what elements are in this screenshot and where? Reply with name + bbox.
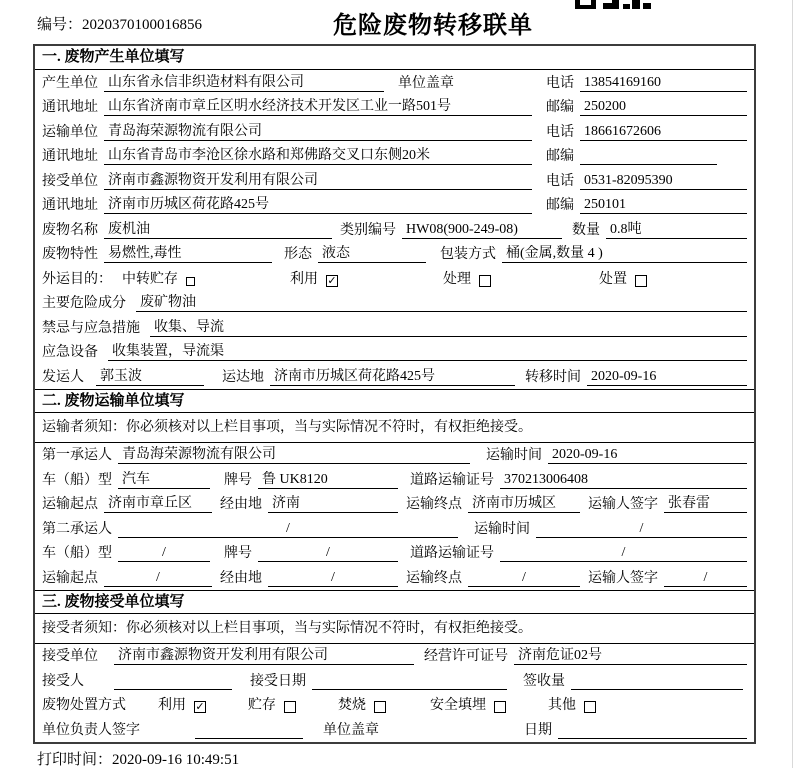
accept-person-row [35,668,754,693]
end2-label: 运输终点 [406,570,462,586]
purpose-option-treat: 处理 [443,271,491,288]
seal-date-label: 日期 [524,722,552,738]
utilize-checkbox: ✓ [327,274,337,287]
waste-category-label: 类别编号 [340,222,396,238]
vehicle1-label: 车（船）型 [42,472,112,488]
waste-traits-label: 废物特性 [42,247,98,262]
manifest-form [33,44,756,744]
print-time-value: 2020-09-16 10:49:51 [112,752,240,768]
permit-label: 经营许可证号 [424,649,508,664]
hazard-label: 主要危险成分 [42,296,126,311]
signoff-row [35,717,754,742]
receiver-row [35,168,754,193]
route2-row [35,565,754,590]
waste-name-value: 废机油 [104,221,332,239]
treat-checkbox [479,275,491,287]
plate2-value: / [258,544,398,562]
transfer-time-value: 2020-09-16 [587,368,747,386]
producer-address-value: 山东省济南市章丘区明水经济技术开发区工业一路501号 [104,98,532,116]
waste-qty-label: 数量 [572,222,600,238]
carrier2-label: 第二承运人 [42,521,112,537]
receiver-phone-label: 电话 [546,173,574,189]
vehicle2-row [35,541,754,566]
transfer-storage-checkbox [186,277,195,286]
section3-heading: 三. 废物接受单位填写 [35,590,754,614]
producer-address-label: 通讯地址 [42,100,98,115]
accept-date-label: 接受日期 [250,673,306,689]
print-time-label: 打印时间： [37,752,113,768]
transport-time2-label: 运输时间 [474,521,530,537]
vehicle2-value: / [118,544,210,562]
seal-date-value [558,721,747,739]
waste-form-value: 液态 [318,245,426,263]
accept-unit-row [35,644,754,669]
destination-value: 济南市历城区荷花路425号 [270,368,515,386]
license1-label: 道路运输证号 [410,472,494,488]
qr-code-fragment [575,0,653,9]
waste-traits-value: 易燃性,毒性 [104,245,272,263]
disposal-row [35,693,754,718]
producer-phone-label: 电话 [546,75,574,91]
carrier1-value: 青岛海荣源物流有限公司 [118,446,470,464]
carrier1-label: 第一承运人 [42,448,112,463]
waste-traits-row [35,242,754,267]
end1-label: 运输终点 [406,497,462,512]
disposal-landfill-checkbox [494,701,506,713]
transporter-phone-value: 18661672606 [580,123,747,141]
document-number-label: 编号： [37,17,83,33]
transporter-address-label: 通讯地址 [42,149,98,164]
disposal-option-incinerate: 焚烧 [338,697,386,714]
vehicle1-row [35,467,754,492]
hazard-row [35,291,754,316]
equipment-value: 收集装置，导流渠 [108,343,747,361]
page-title: 危险废物转移联单 [333,13,533,39]
plate1-label: 牌号 [224,472,252,488]
responsible-sign-label: 单位负责人签字 [42,722,140,738]
waste-qty-value: 0.8吨 [606,221,747,239]
producer-value: 山东省永信非织造材料有限公司 [104,74,384,92]
origin2-label: 运输起点 [42,570,98,586]
receiver-zip-label: 邮编 [546,198,574,213]
carrier1-row [35,443,754,468]
purpose-label: 外运目的： [42,271,112,287]
transporter-row [35,119,754,144]
via1-label: 经由地 [220,497,262,512]
hazard-value: 废矿物油 [136,294,747,312]
receiver-address-row [35,193,754,218]
disposal-option-other: 其他 [548,697,596,714]
producer-phone-value: 13854169160 [580,74,747,92]
shipper-label: 发运人 [42,369,84,385]
destination-label: 运达地 [222,369,264,385]
sign2-value: / [664,569,747,587]
document-number [37,13,202,34]
producer-zip-label: 邮编 [546,100,574,115]
transfer-time-label: 转移时间 [525,369,581,385]
producer-address-row [35,95,754,120]
waste-form-label: 形态 [284,247,312,262]
purpose-option-utilize: 利用 ✓ [290,271,337,287]
plate2-label: 牌号 [224,546,252,561]
emergency-label: 禁忌与应急措施 [42,320,140,336]
accept-unit-value: 济南市鑫源物资开发利用有限公司 [114,647,414,665]
end2-value: / [468,569,580,587]
transporter-zip-value [580,147,717,165]
dispose-checkbox [635,275,647,287]
unit-seal-label-2: 单位盖章 [323,722,379,738]
permit-value: 济南危证02号 [514,647,747,665]
document-number-value: 2020370100016856 [82,17,203,33]
sign2-label: 运输人签字 [588,570,658,586]
purpose-row [35,266,754,291]
shipper-value: 郭玉波 [96,368,204,386]
waste-name-label: 废物名称 [42,222,98,238]
disposal-storage-checkbox [284,701,296,713]
accept-unit-label: 接受单位 [42,649,98,664]
sign1-label: 运输人签字 [588,497,658,512]
waste-category-value: HW08(900-249-08) [402,221,562,239]
accept-person-value [114,672,232,690]
producer-row [35,70,754,95]
sign1-value: 张春雷 [664,495,747,513]
section1-heading: 一. 废物产生单位填写 [35,46,754,70]
receiver-address-value: 济南市历城区荷花路425号 [104,196,532,214]
receiver-value: 济南市鑫源物资开发利用有限公司 [104,172,532,190]
end1-value: 济南市历城区 [468,495,580,513]
disposal-option-utilize: 利用 ✓ [158,698,205,713]
receiver-notice: 接受者须知：你必须核对以上栏目事项，当与实际情况不符时，有权拒绝接受。 [35,614,754,644]
accept-person-label: 接受人 [42,673,84,689]
page-edge-line [792,0,793,768]
via1-value: 济南 [268,495,398,513]
purpose-option-dispose: 处置 [599,271,647,288]
receiver-address-label: 通讯地址 [42,198,98,213]
section2-heading: 二. 废物运输单位填写 [35,389,754,413]
disposal-incinerate-checkbox [374,701,386,713]
waste-name-row [35,217,754,242]
via2-value: / [268,569,398,587]
producer-zip-value: 250200 [580,98,747,116]
transport-time1-value: 2020-09-16 [548,446,747,464]
signed-qty-label: 签收量 [523,673,565,689]
producer-label: 产生单位 [42,75,98,91]
disposal-option-landfill: 安全填埋 [430,697,506,714]
origin1-label: 运输起点 [42,497,98,512]
print-time [37,748,239,768]
receiver-zip-value: 250101 [580,196,747,214]
equipment-row [35,340,754,365]
carrier2-value: / [118,520,458,538]
receiver-label: 接受单位 [42,173,98,189]
receiver-phone-value: 0531-82095390 [580,172,747,190]
via2-label: 经由地 [220,570,262,586]
vehicle1-value: 汽车 [118,471,210,489]
purpose-option-transfer-storage: 中转贮存 [122,271,195,288]
transporter-zip-label: 邮编 [546,149,574,164]
disposal-option-storage: 贮存 [248,697,296,714]
transporter-address-value: 山东省青岛市李沧区徐水路和郑佛路交叉口东侧20米 [104,147,532,165]
origin1-value: 济南市章丘区 [104,495,212,513]
responsible-sign-value [195,721,303,739]
packing-value: 桶(金属,数量 4 ) [502,245,747,263]
transporter-notice: 运输者须知：你必须核对以上栏目事项，当与实际情况不符时，有权拒绝接受。 [35,413,754,443]
emergency-row [35,315,754,340]
disposal-label: 废物处置方式 [42,698,126,713]
plate1-value: 鲁 UK8120 [258,471,398,489]
transport-time2-value: / [536,520,747,538]
emergency-value: 收集、导流 [150,319,747,337]
packing-label: 包装方式 [440,247,496,262]
route1-row [35,492,754,517]
origin2-value: / [104,569,212,587]
license2-label: 道路运输证号 [410,546,494,561]
carrier2-row [35,516,754,541]
transport-time1-label: 运输时间 [486,448,542,463]
transporter-address-row [35,144,754,169]
unit-seal-label: 单位盖章 [398,75,454,91]
vehicle2-label: 车（船）型 [42,546,112,561]
accept-date-value [312,672,507,690]
license1-value: 370213006408 [500,471,747,489]
disposal-other-checkbox [584,701,596,713]
disposal-utilize-checkbox: ✓ [195,701,205,713]
transporter-phone-label: 电话 [546,124,574,140]
equipment-label: 应急设备 [42,345,98,360]
dispatch-row [35,364,754,389]
transporter-label: 运输单位 [42,124,98,140]
signed-qty-value [571,672,743,690]
transporter-value: 青岛海荣源物流有限公司 [104,123,532,141]
license2-value: / [500,544,747,562]
